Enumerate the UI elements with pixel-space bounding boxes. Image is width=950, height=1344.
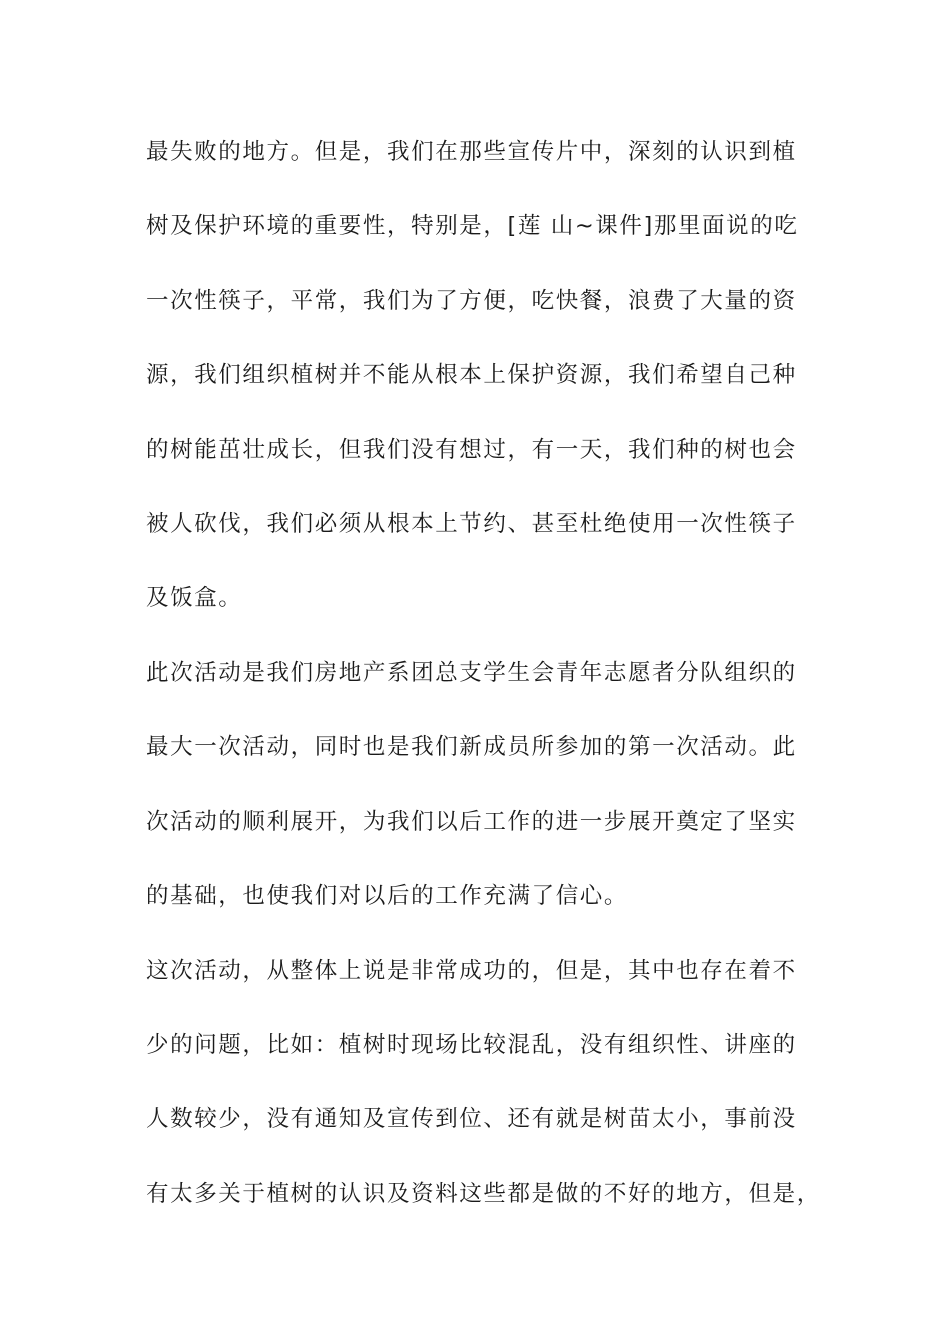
- text-line: 最大一次活动，同时也是我们新成员所参加的第一次活动。此: [146, 734, 797, 760]
- text-line: 一次性筷子，平常，我们为了方便，吃快餐，浪费了大量的资: [146, 288, 797, 314]
- text-line: 的树能茁壮成长，但我们没有想过，有一天，我们种的树也会: [146, 437, 797, 463]
- text-line: 树及保护环境的重要性，特别是，[莲 山~课件]那里面说的吃: [146, 213, 799, 239]
- text-line: 有太多关于植树的认识及资料这些都是做的不好的地方，但是，: [146, 1181, 821, 1207]
- text-line: 被人砍伐，我们必须从根本上节约、甚至杜绝使用一次性筷子: [146, 511, 797, 537]
- text-line: 及饭盒。: [146, 585, 243, 611]
- text-line: 次活动的顺利展开，为我们以后工作的进一步展开奠定了坚实: [146, 809, 797, 835]
- text-line: 最失败的地方。但是，我们在那些宣传片中，深刻的认识到植: [146, 139, 797, 165]
- text-line: 源，我们组织植树并不能从根本上保护资源，我们希望自己种: [146, 362, 797, 388]
- text-line: 此次活动是我们房地产系团总支学生会青年志愿者分队组织的: [146, 660, 797, 686]
- text-line: 少的问题，比如：植树时现场比较混乱，没有组织性、讲座的: [146, 1032, 797, 1058]
- text-line: 这次活动，从整体上说是非常成功的，但是，其中也存在着不: [146, 958, 797, 984]
- text-line: 人数较少，没有通知及宣传到位、还有就是树苗太小，事前没: [146, 1106, 797, 1132]
- text-line: 的基础，也使我们对以后的工作充满了信心。: [146, 883, 629, 909]
